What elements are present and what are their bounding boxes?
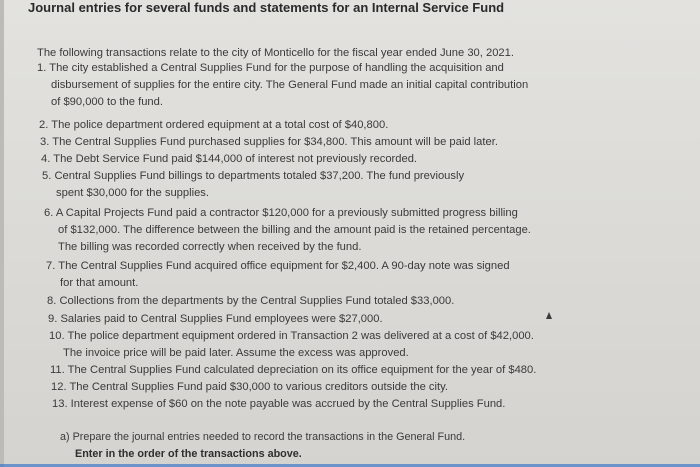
transaction-line: spent $30,000 for the supplies. [56, 186, 210, 199]
transaction-line: 2. The police department ordered equipment at a total cost of $40,800. [39, 119, 389, 131]
transaction-line: 6. A Capital Projects Fund paid a contractor $120,000 for a previously submitted progress billing [44, 207, 518, 219]
transaction-line: 8. Collections from the departments by the Central Supplies Fund totaled $33,000. [47, 295, 455, 307]
transaction-line: for that amount. [60, 276, 139, 289]
transaction-item [49, 328, 534, 362]
page-edge [0, 0, 4, 467]
question-instruction: Enter in the order of the transactions above. [75, 448, 302, 460]
transaction-item [39, 117, 388, 134]
transaction-item [51, 379, 448, 396]
transaction-line: 9. Salaries paid to Central Supplies Fund employees were $27,000. [48, 313, 383, 325]
transaction-item [52, 396, 505, 413]
transaction-line: disbursement of supplies for the entire city. The General Fund made an initial capital contribution [51, 78, 529, 91]
transaction-item [46, 258, 510, 292]
transaction-line: The billing was recorded correctly when received by the fund. [58, 240, 362, 253]
transaction-item [42, 168, 464, 202]
transaction-line: of $90,000 to the fund. [51, 95, 163, 108]
transaction-line: The invoice price will be paid later. Assume the excess was approved. [63, 346, 409, 359]
intro-paragraph: The following transactions relate to the city of Monticello for the fiscal year ended June 30, 2021. [37, 47, 514, 59]
transaction-item [48, 311, 383, 328]
transaction-line: 13. Interest expense of $60 on the note payable was accrued by the Central Supplies Fund. [52, 398, 506, 410]
transaction-item [37, 60, 528, 110]
transaction-line: 4. The Debt Service Fund paid $144,000 of interest not previously recorded. [41, 153, 418, 165]
transaction-line: 7. The Central Supplies Fund acquired office equipment for $2,400. A 90-day note was signed [46, 260, 510, 272]
transaction-line: 3. The Central Supplies Fund purchased supplies for $34,800. This amount will be paid later. [40, 136, 498, 148]
transaction-item [40, 134, 498, 151]
question-block [60, 429, 465, 463]
transaction-item [41, 151, 417, 168]
question-prompt: a) Prepare the journal entries needed to record the transactions in the General Fund. [60, 431, 466, 443]
transaction-line: 1. The city established a Central Supplies Fund for the purpose of handling the acquisition and [37, 62, 504, 74]
transaction-line: of $132,000. The difference between the billing and the amount paid is the retained percentage. [58, 223, 531, 236]
transaction-item [50, 362, 536, 379]
mouse-cursor-icon [546, 312, 552, 319]
transaction-line: 10. The police department equipment ordered in Transaction 2 was delivered at a cost of $42,000. [49, 330, 534, 342]
transaction-line: 12. The Central Supplies Fund paid $30,000 to various creditors outside the city. [51, 381, 448, 393]
transaction-line: 11. The Central Supplies Fund calculated depreciation on its office equipment for the year of $480. [50, 364, 537, 376]
transaction-item [47, 293, 454, 310]
transaction-line: 5. Central Supplies Fund billings to departments totaled $37,200. The fund previously [42, 170, 465, 182]
page-title: Journal entries for several funds and statements for an Internal Service Fund [28, 0, 505, 15]
transaction-item [44, 205, 531, 255]
